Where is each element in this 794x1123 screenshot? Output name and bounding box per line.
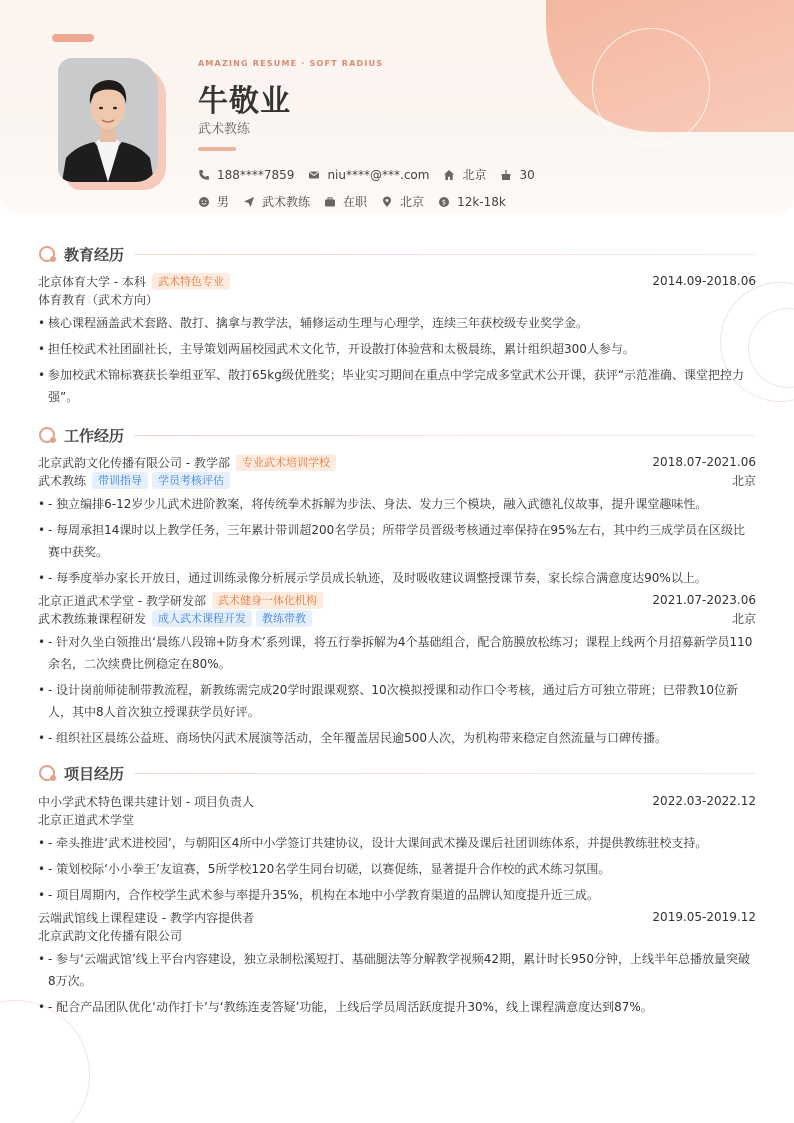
intent-text: 武术教练 [262,195,311,209]
section-title: 教育经历 [64,245,125,264]
list-item: • - 每周承担14课时以上教学任务，三年累计带训超200名学员；所带学员晋级考核通过率保持在95%左右，其中约三成学员在区级比赛中获奖。 [38,519,756,563]
job-row [38,591,756,609]
section-header [38,243,756,265]
job-row [38,453,756,471]
decorative-circle [0,1000,90,1123]
home-item [443,166,486,183]
phone-item [198,168,294,182]
search-circle-icon [38,425,58,445]
salary-icon [438,196,450,208]
major-row [38,290,756,308]
job-title: 武术教练 [198,122,251,137]
projects-section [38,762,756,1018]
list-item: • - 策划校际‘小小拳王’友谊赛，5所学校120名学生同台切磋，以赛促练，显著提升合作校的武术练习氛围。 [38,858,756,880]
section-title: 工作经历 [64,426,125,445]
project-date: 2019.05-2019.12 [652,910,756,924]
school-name: 北京体育大学 - 本科 [38,274,146,289]
contact-row [198,166,549,183]
email-text: niu****@***.com [327,167,430,182]
school-tag: 武术特色专业 [152,273,230,290]
gender-icon [198,196,210,208]
search-circle-icon [38,763,58,783]
title-underline [198,147,236,151]
education-date: 2014.09-2018.06 [652,274,756,288]
project-row [38,908,756,926]
project-bullets [38,948,756,1018]
work-section [38,424,756,749]
gender-text: 男 [217,195,230,209]
job-city: 北京 [731,473,756,488]
project-org-row [38,926,756,944]
gender-item [198,193,229,210]
skill-tag: 成人武术课程开发 [152,610,252,627]
company-tag: 专业武术培训学校 [236,454,336,471]
location-item [381,193,424,210]
list-item: • - 配合产品团队优化‘动作打卡’与‘教练连麦答疑’功能，上线后学员周活跃度提升30%，线上课程满意度达到87%。 [38,996,756,1018]
list-item: • 担任校武术社团副社长，主导策划两届校园武术文化节，开设散打体验营和太极晨练，累计组织超300人参与。 [38,338,756,360]
skill-tag: 教练带教 [256,610,312,627]
salary-text: 12k-18k [457,194,506,209]
job-city: 北京 [731,611,756,626]
list-item: • - 参与‘云端武馆’线上平台内容建设，独立录制松溪短打、基础腿法等分解教学视频42期，累计时长950分钟，上线半年总播放量突破8万次。 [38,948,756,992]
role-name: 武术教练兼课程研发 [38,611,147,626]
age-text: 30 [519,167,535,182]
job-bullets [38,631,756,749]
section-header [38,424,756,446]
decorative-ring [592,28,710,146]
job-date: 2018.07-2021.06 [652,455,756,469]
list-item: • 参加校武术锦标赛获长拳组亚军、散打65kg级优胜奖；毕业实习期间在重点中学完成多堂武术公开课，获评“示范准确、课堂把控力强”。 [38,364,756,408]
phone-text: 188****7859 [217,167,295,182]
skill-tag: 学员考核评估 [152,472,230,489]
project-name: 云端武馆线上课程建设 - 教学内容提供者 [38,910,254,925]
job-bullets [38,493,756,589]
location-text: 北京 [400,195,425,209]
section-divider [134,435,756,436]
mail-icon [308,169,320,181]
intent-item [243,193,310,210]
briefcase-icon [324,196,336,208]
age-item [500,168,534,182]
company-tag: 武术健身一体化机构 [212,592,323,609]
list-item: • - 牵头推进‘武术进校园’，与朝阳区4所中小学签订共建协议，设计大课间武术操及课后社团训练体系，并提供教练驻校支持。 [38,832,756,854]
list-item: • - 设计岗前师徒制带教流程，新教练需完成20学时跟课观察、10次模拟授课和动作口令考核，通过后方可独立带班；已带教10位新人，其中8人首次独立授课获学员好评。 [38,679,756,723]
profile-row [198,193,520,210]
location-icon [381,196,393,208]
role-row [38,471,756,489]
cake-icon [500,169,512,181]
job-date: 2021.07-2023.06 [652,593,756,607]
project-org: 北京武韵文化传播有限公司 [38,928,183,943]
status-text: 在职 [343,195,368,209]
education-section [38,243,756,408]
tagline: AMAZING RESUME · SOFT RADIUS [198,59,384,68]
home-icon [443,169,455,181]
skill-tag: 带训指导 [92,472,148,489]
list-item: • - 组织社区晨练公益班、商场快闪武术展演等活动，全年覆盖居民逾500人次，为机构带来稳定自然流量与口碑传播。 [38,727,756,749]
svg-text:$: $ [441,198,447,207]
home-text: 北京 [462,168,487,182]
education-row [38,272,756,290]
candidate-name: 牛敬业 [198,84,291,119]
decorative-pill [52,34,94,42]
status-item [324,193,367,210]
company-name: 北京正道武术学堂 - 教学研发部 [38,593,206,608]
role-name: 武术教练 [38,473,87,488]
major-name: 体育教育（武术方向） [38,292,159,307]
list-item: • - 每季度举办家长开放日，通过训练录像分析展示学员成长轨迹，及时吸收建议调整授课节奏，家长综合满意度达90%以上。 [38,567,756,589]
project-bullets [38,832,756,906]
role-row [38,609,756,627]
project-name: 中小学武术特色课共建计划 - 项目负责人 [38,794,254,809]
list-item: • 核心课程涵盖武术套路、散打、擒拿与教学法，辅修运动生理与心理学，连续三年获校级专业奖学金。 [38,312,756,334]
avatar [58,58,158,182]
project-org-row [38,810,756,828]
email-item [308,168,429,182]
salary-item [438,195,506,209]
send-icon [243,196,255,208]
project-date: 2022.03-2022.12 [652,794,756,808]
project-org: 北京正道武术学堂 [38,812,135,827]
project-row [38,792,756,810]
company-name: 北京武韵文化传播有限公司 - 教学部 [38,455,230,470]
phone-icon [198,169,210,181]
section-divider [134,254,756,255]
list-item: • - 项目周期内，合作校学生武术参与率提升35%，机构在本地中小学教育渠道的品牌认知度提升近三成。 [38,884,756,906]
education-bullets [38,312,756,408]
list-item: • - 针对久坐白领推出‘晨练八段锦+防身术’系列课，将五行拳拆解为4个基础组合，配合筋膜放松练习；课程上线两个月招募新学员110余名，二次续费比例稳定在80%。 [38,631,756,675]
section-divider [134,773,756,774]
search-circle-icon [38,244,58,264]
section-header [38,762,756,784]
list-item: • - 独立编排6-12岁少儿武术进阶教案，将传统拳术拆解为步法、身法、发力三个模块，融入武德礼仪故事，提升课堂趣味性。 [38,493,756,515]
section-title: 项目经历 [64,764,125,783]
